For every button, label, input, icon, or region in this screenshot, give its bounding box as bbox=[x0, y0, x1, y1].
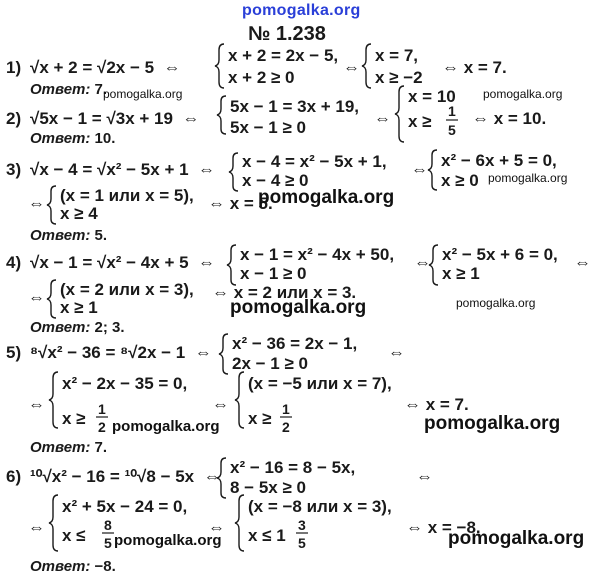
equation: √x − 4 = √x² − 5x + 1 ⇔ bbox=[30, 160, 215, 179]
system-line: x ≥ 1 bbox=[442, 264, 480, 283]
system-brace bbox=[217, 96, 226, 134]
answer bbox=[30, 440, 107, 455]
system-line: x − 4 = x² − 5x + 1, bbox=[242, 152, 387, 171]
site-header: pomogalka.org bbox=[242, 2, 361, 19]
watermark: pomogalka.org bbox=[258, 187, 395, 208]
watermark: pomogalka.org bbox=[424, 413, 561, 434]
system-brace bbox=[49, 372, 58, 428]
result: ⇔ x = 7. bbox=[404, 395, 469, 414]
result: ⇔ x = 10. bbox=[472, 109, 547, 128]
equivalence-arrow: ⇔ bbox=[28, 288, 45, 307]
system-brace bbox=[235, 372, 244, 428]
system-line: (x = 2 или x = 3), bbox=[60, 280, 194, 299]
watermark: pomogalka.org bbox=[448, 528, 585, 549]
system-brace bbox=[49, 495, 58, 551]
system-line: x = 7, bbox=[375, 46, 419, 65]
equivalence-arrow: ⇔ bbox=[208, 518, 225, 537]
fraction-numerator: 3 bbox=[298, 517, 306, 533]
fraction-numerator: 1 bbox=[448, 103, 456, 119]
answer-label: Ответ: bbox=[30, 130, 91, 147]
system-brace bbox=[428, 150, 437, 190]
item-label: 2) bbox=[6, 109, 22, 128]
equation: √x + 2 = √2x − 5 ⇔ bbox=[30, 58, 181, 77]
watermark: pomogalka.org bbox=[456, 296, 536, 310]
system-line: (x = −5 или x = 7), bbox=[248, 374, 392, 393]
equivalence-arrow: ⇔ bbox=[411, 160, 428, 179]
answer bbox=[30, 320, 125, 335]
system-line: 2x − 1 ≥ 0 bbox=[232, 354, 308, 373]
item-label: 3) bbox=[6, 160, 22, 179]
equivalence-arrow: ⇔ bbox=[28, 194, 45, 213]
watermark: pomogalka.org bbox=[488, 171, 568, 185]
system-line: x² − 5x + 6 = 0, bbox=[442, 245, 558, 264]
system-line: x ≥ bbox=[408, 112, 432, 131]
result: ⇔ x = −8. bbox=[406, 518, 481, 537]
equivalence-arrow: ⇔ bbox=[574, 253, 591, 272]
equivalence-arrow: ⇔ bbox=[416, 467, 433, 486]
system-line: x ≥ −2 bbox=[375, 68, 423, 87]
system-line: (x = 1 или x = 5), bbox=[60, 186, 194, 205]
system-line: x ≥ 1 bbox=[60, 298, 98, 317]
fraction-denominator: 5 bbox=[104, 535, 112, 551]
system-brace bbox=[219, 334, 228, 374]
watermark: pomogalka.org bbox=[483, 87, 563, 101]
system-line: x² − 16 = 8 − 5x, bbox=[230, 458, 356, 477]
system-brace bbox=[229, 153, 238, 191]
system-line: x ≤ bbox=[62, 526, 86, 545]
equation: √5x − 1 = √3x + 19 ⇔ bbox=[30, 109, 200, 128]
answer-value: 10. bbox=[94, 130, 116, 147]
system-line: x + 2 ≥ 0 bbox=[228, 68, 295, 87]
item-label: 1) bbox=[6, 58, 22, 77]
answer-label: Ответ: bbox=[30, 319, 91, 336]
system-line: x − 4 ≥ 0 bbox=[242, 171, 309, 190]
system-line: (x = −8 или x = 3), bbox=[248, 497, 392, 516]
answer bbox=[30, 82, 107, 97]
answer-label: Ответ: bbox=[30, 439, 91, 456]
system-line: x − 1 = x² − 4x + 50, bbox=[240, 245, 395, 264]
system-line: x ≥ bbox=[248, 409, 272, 428]
system-brace bbox=[235, 495, 244, 551]
system-line: 5x − 1 = 3x + 19, bbox=[230, 97, 360, 116]
item-label: 4) bbox=[6, 253, 22, 272]
system-line: x² − 36 = 2x − 1, bbox=[232, 334, 358, 353]
item-label: 5) bbox=[6, 343, 22, 362]
system-brace bbox=[395, 86, 404, 142]
answer-label: Ответ: bbox=[30, 558, 91, 575]
system-line: x ≥ 4 bbox=[60, 204, 98, 223]
equation: ⁸√x² − 36 = ⁸√2x − 1 ⇔ bbox=[30, 343, 212, 362]
fraction-denominator: 5 bbox=[298, 535, 306, 551]
equivalence-arrow: ⇔ bbox=[414, 253, 431, 272]
system-line: x² − 2x − 35 = 0, bbox=[62, 374, 188, 393]
problem-number: № 1.238 bbox=[248, 23, 326, 45]
result: ⇔ x = 7. bbox=[442, 58, 507, 77]
fraction-denominator: 2 bbox=[98, 419, 106, 435]
system-brace bbox=[215, 44, 224, 88]
answer-label: Ответ: bbox=[30, 81, 91, 98]
system-line: x ≥ bbox=[62, 409, 86, 428]
result: ⇔ x = 2 или x = 3. bbox=[212, 283, 357, 302]
system-line: 8 − 5x ≥ 0 bbox=[230, 478, 306, 497]
equation: √x − 1 = √x² − 4x + 5 ⇔ bbox=[30, 253, 215, 272]
system-brace bbox=[47, 280, 56, 318]
watermark: pomogalka.org bbox=[103, 87, 183, 101]
equation: ¹⁰√x² − 16 = ¹⁰√8 − 5x ⇔ bbox=[30, 467, 221, 486]
equivalence-arrow: ⇔ bbox=[28, 395, 45, 414]
answer-label: Ответ: bbox=[30, 227, 91, 244]
system-line: x − 1 ≥ 0 bbox=[240, 264, 307, 283]
fraction-numerator: 8 bbox=[104, 517, 112, 533]
answer bbox=[30, 228, 107, 243]
system-line: x ≤ 1 bbox=[248, 526, 286, 545]
answer-value: 2; 3. bbox=[94, 319, 125, 336]
system-brace bbox=[362, 44, 371, 88]
system-line: x² + 5x − 24 = 0, bbox=[62, 497, 188, 516]
fraction-denominator: 2 bbox=[282, 419, 290, 435]
system-line: x ≥ 0 bbox=[441, 171, 479, 190]
answer bbox=[30, 559, 116, 574]
equivalence-arrow: ⇔ bbox=[374, 109, 391, 128]
answer-value: −8. bbox=[94, 558, 116, 575]
equivalence-arrow: ⇔ bbox=[388, 343, 405, 362]
system-line: x = 10 bbox=[408, 87, 456, 106]
system-brace bbox=[47, 186, 56, 224]
answer bbox=[30, 131, 115, 146]
answer-value: 7. bbox=[94, 439, 108, 456]
watermark: pomogalka.org bbox=[112, 418, 220, 435]
system-line: 5x − 1 ≥ 0 bbox=[230, 118, 306, 137]
watermark: pomogalka.org bbox=[230, 297, 367, 318]
equivalence-arrow: ⇔ bbox=[212, 395, 229, 414]
equivalence-arrow: ⇔ bbox=[343, 58, 360, 77]
system-line: x + 2 = 2x − 5, bbox=[228, 46, 339, 65]
answer-value: 7. bbox=[94, 81, 108, 98]
watermark: pomogalka.org bbox=[114, 532, 222, 549]
answer-value: 5. bbox=[94, 227, 108, 244]
result: ⇔ x = 5. bbox=[208, 194, 273, 213]
item-label: 6) bbox=[6, 467, 22, 486]
fraction-numerator: 1 bbox=[98, 401, 106, 417]
fraction-denominator: 5 bbox=[448, 122, 456, 138]
system-line: x² − 6x + 5 = 0, bbox=[441, 151, 557, 170]
system-brace bbox=[227, 245, 236, 285]
equivalence-arrow: ⇔ bbox=[28, 518, 45, 537]
fraction-numerator: 1 bbox=[282, 401, 290, 417]
